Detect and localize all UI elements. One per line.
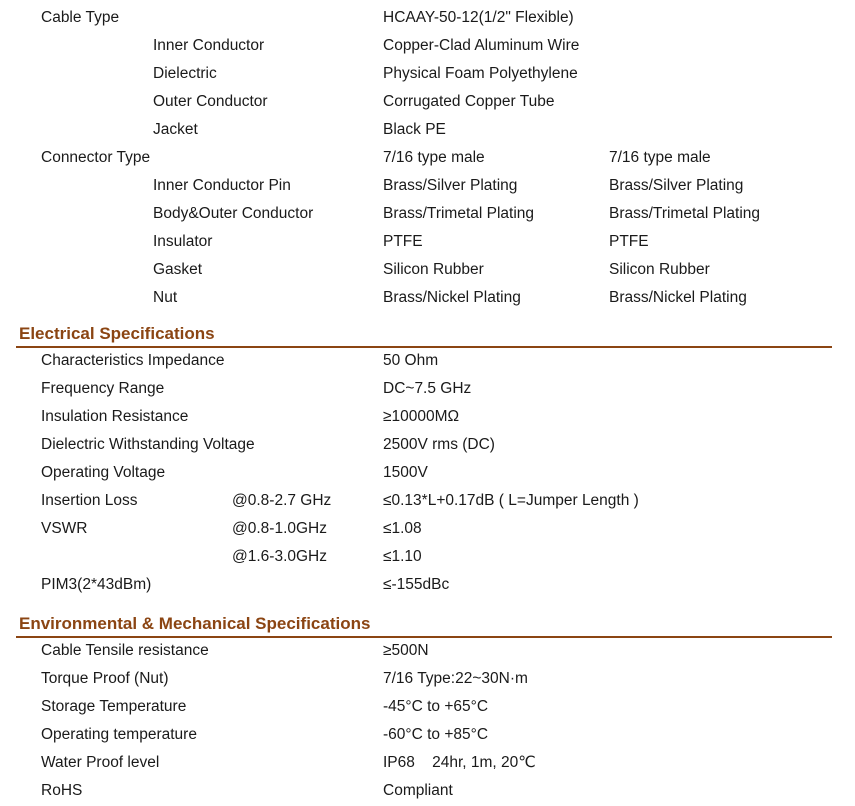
spec-label: Characteristics Impedance bbox=[41, 352, 225, 369]
spec-value: Black PE bbox=[383, 121, 446, 138]
spec-row-outer-conductor bbox=[0, 88, 855, 116]
spec-row-pim3 bbox=[0, 571, 855, 599]
spec-condition: @1.6-3.0GHz bbox=[232, 548, 327, 565]
spec-row-insulation-resistance bbox=[0, 403, 855, 431]
spec-value: ≤1.08 bbox=[383, 520, 422, 537]
spec-label: Frequency Range bbox=[41, 380, 165, 397]
spec-value-2: Brass/Silver Plating bbox=[609, 177, 744, 194]
spec-value-2: Brass/Nickel Plating bbox=[609, 289, 747, 306]
spec-row-rohs bbox=[0, 777, 855, 805]
spec-row-storage-temperature bbox=[0, 693, 855, 721]
spec-row-body-outer-conductor bbox=[0, 200, 855, 228]
spec-label: PIM3(2*43dBm) bbox=[41, 576, 152, 593]
spec-label: Cable Tensile resistance bbox=[41, 642, 209, 659]
spec-label: Inner Conductor Pin bbox=[153, 177, 291, 194]
spec-value-2: 7/16 type male bbox=[609, 149, 711, 166]
spec-label: Storage Temperature bbox=[41, 698, 187, 715]
spec-value: 7/16 Type:22~30N·m bbox=[383, 670, 528, 687]
spec-row-inner-conductor-pin bbox=[0, 172, 855, 200]
section-title-environmental: Environmental & Mechanical Specifications bbox=[19, 614, 371, 633]
spec-row-nut bbox=[0, 284, 855, 312]
spec-value: 2500V rms (DC) bbox=[383, 436, 495, 453]
spec-value: ≥500N bbox=[383, 642, 429, 659]
spec-row-connector-type bbox=[0, 144, 855, 172]
spec-value: Compliant bbox=[383, 782, 453, 799]
spec-value: IP68 24hr, 1m, 20℃ bbox=[383, 754, 536, 771]
spec-value: 1500V bbox=[383, 464, 428, 481]
spec-value: DC~7.5 GHz bbox=[383, 380, 472, 397]
spec-value: PTFE bbox=[383, 233, 423, 250]
spec-value-2: Silicon Rubber bbox=[609, 261, 710, 278]
spec-label: Operating temperature bbox=[41, 726, 197, 743]
spec-row-jacket bbox=[0, 116, 855, 144]
spec-value: Copper-Clad Aluminum Wire bbox=[383, 37, 580, 54]
spec-value: ≥10000MΩ bbox=[383, 408, 460, 425]
spec-value: ≤-155dBc bbox=[383, 576, 450, 593]
spec-label: Outer Conductor bbox=[153, 93, 268, 110]
spec-label: Inner Conductor bbox=[153, 37, 265, 54]
spec-label: Torque Proof (Nut) bbox=[41, 670, 169, 687]
spec-row-insertion-loss bbox=[0, 487, 855, 515]
spec-label: Cable Type bbox=[41, 9, 120, 26]
spec-label: Connector Type bbox=[41, 149, 151, 166]
spec-value: Brass/Silver Plating bbox=[383, 177, 518, 194]
spec-label: RoHS bbox=[41, 782, 83, 799]
section-title-electrical: Electrical Specifications bbox=[19, 324, 215, 343]
spec-condition: @0.8-1.0GHz bbox=[232, 520, 327, 537]
spec-label: Dielectric Withstanding Voltage bbox=[41, 436, 255, 453]
spec-label: Body&Outer Conductor bbox=[153, 205, 314, 222]
spec-value: Corrugated Copper Tube bbox=[383, 93, 555, 110]
spec-value-2: Brass/Trimetal Plating bbox=[609, 205, 761, 222]
spec-value: 7/16 type male bbox=[383, 149, 485, 166]
spec-value-2: PTFE bbox=[609, 233, 649, 250]
spec-condition: @0.8-2.7 GHz bbox=[232, 492, 332, 509]
spec-row-gasket bbox=[0, 256, 855, 284]
spec-label: Insulator bbox=[153, 233, 213, 250]
spec-row-operating-voltage bbox=[0, 459, 855, 487]
spec-row-tensile-resistance bbox=[0, 637, 855, 665]
spec-value: 50 Ohm bbox=[383, 352, 439, 369]
spec-label: VSWR bbox=[41, 520, 88, 537]
spec-row-insulator bbox=[0, 228, 855, 256]
spec-value: -60°C to +85°C bbox=[383, 726, 489, 743]
spec-row-vswr bbox=[0, 515, 855, 543]
spec-row-impedance bbox=[0, 347, 855, 375]
spec-row-frequency-range bbox=[0, 375, 855, 403]
spec-label: Gasket bbox=[153, 261, 203, 278]
spec-value: Brass/Trimetal Plating bbox=[383, 205, 535, 222]
spec-label: Water Proof level bbox=[41, 754, 160, 771]
spec-value: Silicon Rubber bbox=[383, 261, 484, 278]
spec-row-dielectric bbox=[0, 60, 855, 88]
spec-value: -45°C to +65°C bbox=[383, 698, 489, 715]
spec-row-cable-type bbox=[0, 4, 855, 32]
spec-value: ≤1.10 bbox=[383, 548, 422, 565]
spec-row-torque-proof bbox=[0, 665, 855, 693]
spec-value: HCAAY-50-12(1/2" Flexible) bbox=[383, 9, 574, 26]
spec-value: Physical Foam Polyethylene bbox=[383, 65, 578, 82]
spec-value: Brass/Nickel Plating bbox=[383, 289, 521, 306]
spec-label: Operating Voltage bbox=[41, 464, 166, 481]
spec-row-vswr-high-band bbox=[0, 543, 855, 571]
spec-row-water-proof bbox=[0, 749, 855, 777]
spec-value: ≤0.13*L+0.17dB ( L=Jumper Length ) bbox=[383, 492, 639, 509]
spec-row-withstanding-voltage bbox=[0, 431, 855, 459]
spec-label: Insulation Resistance bbox=[41, 408, 189, 425]
spec-label: Jacket bbox=[153, 121, 198, 138]
spec-row-inner-conductor bbox=[0, 32, 855, 60]
spec-label: Insertion Loss bbox=[41, 492, 138, 509]
spec-label: Dielectric bbox=[153, 65, 217, 82]
spec-row-operating-temperature bbox=[0, 721, 855, 749]
spec-label: Nut bbox=[153, 289, 178, 306]
